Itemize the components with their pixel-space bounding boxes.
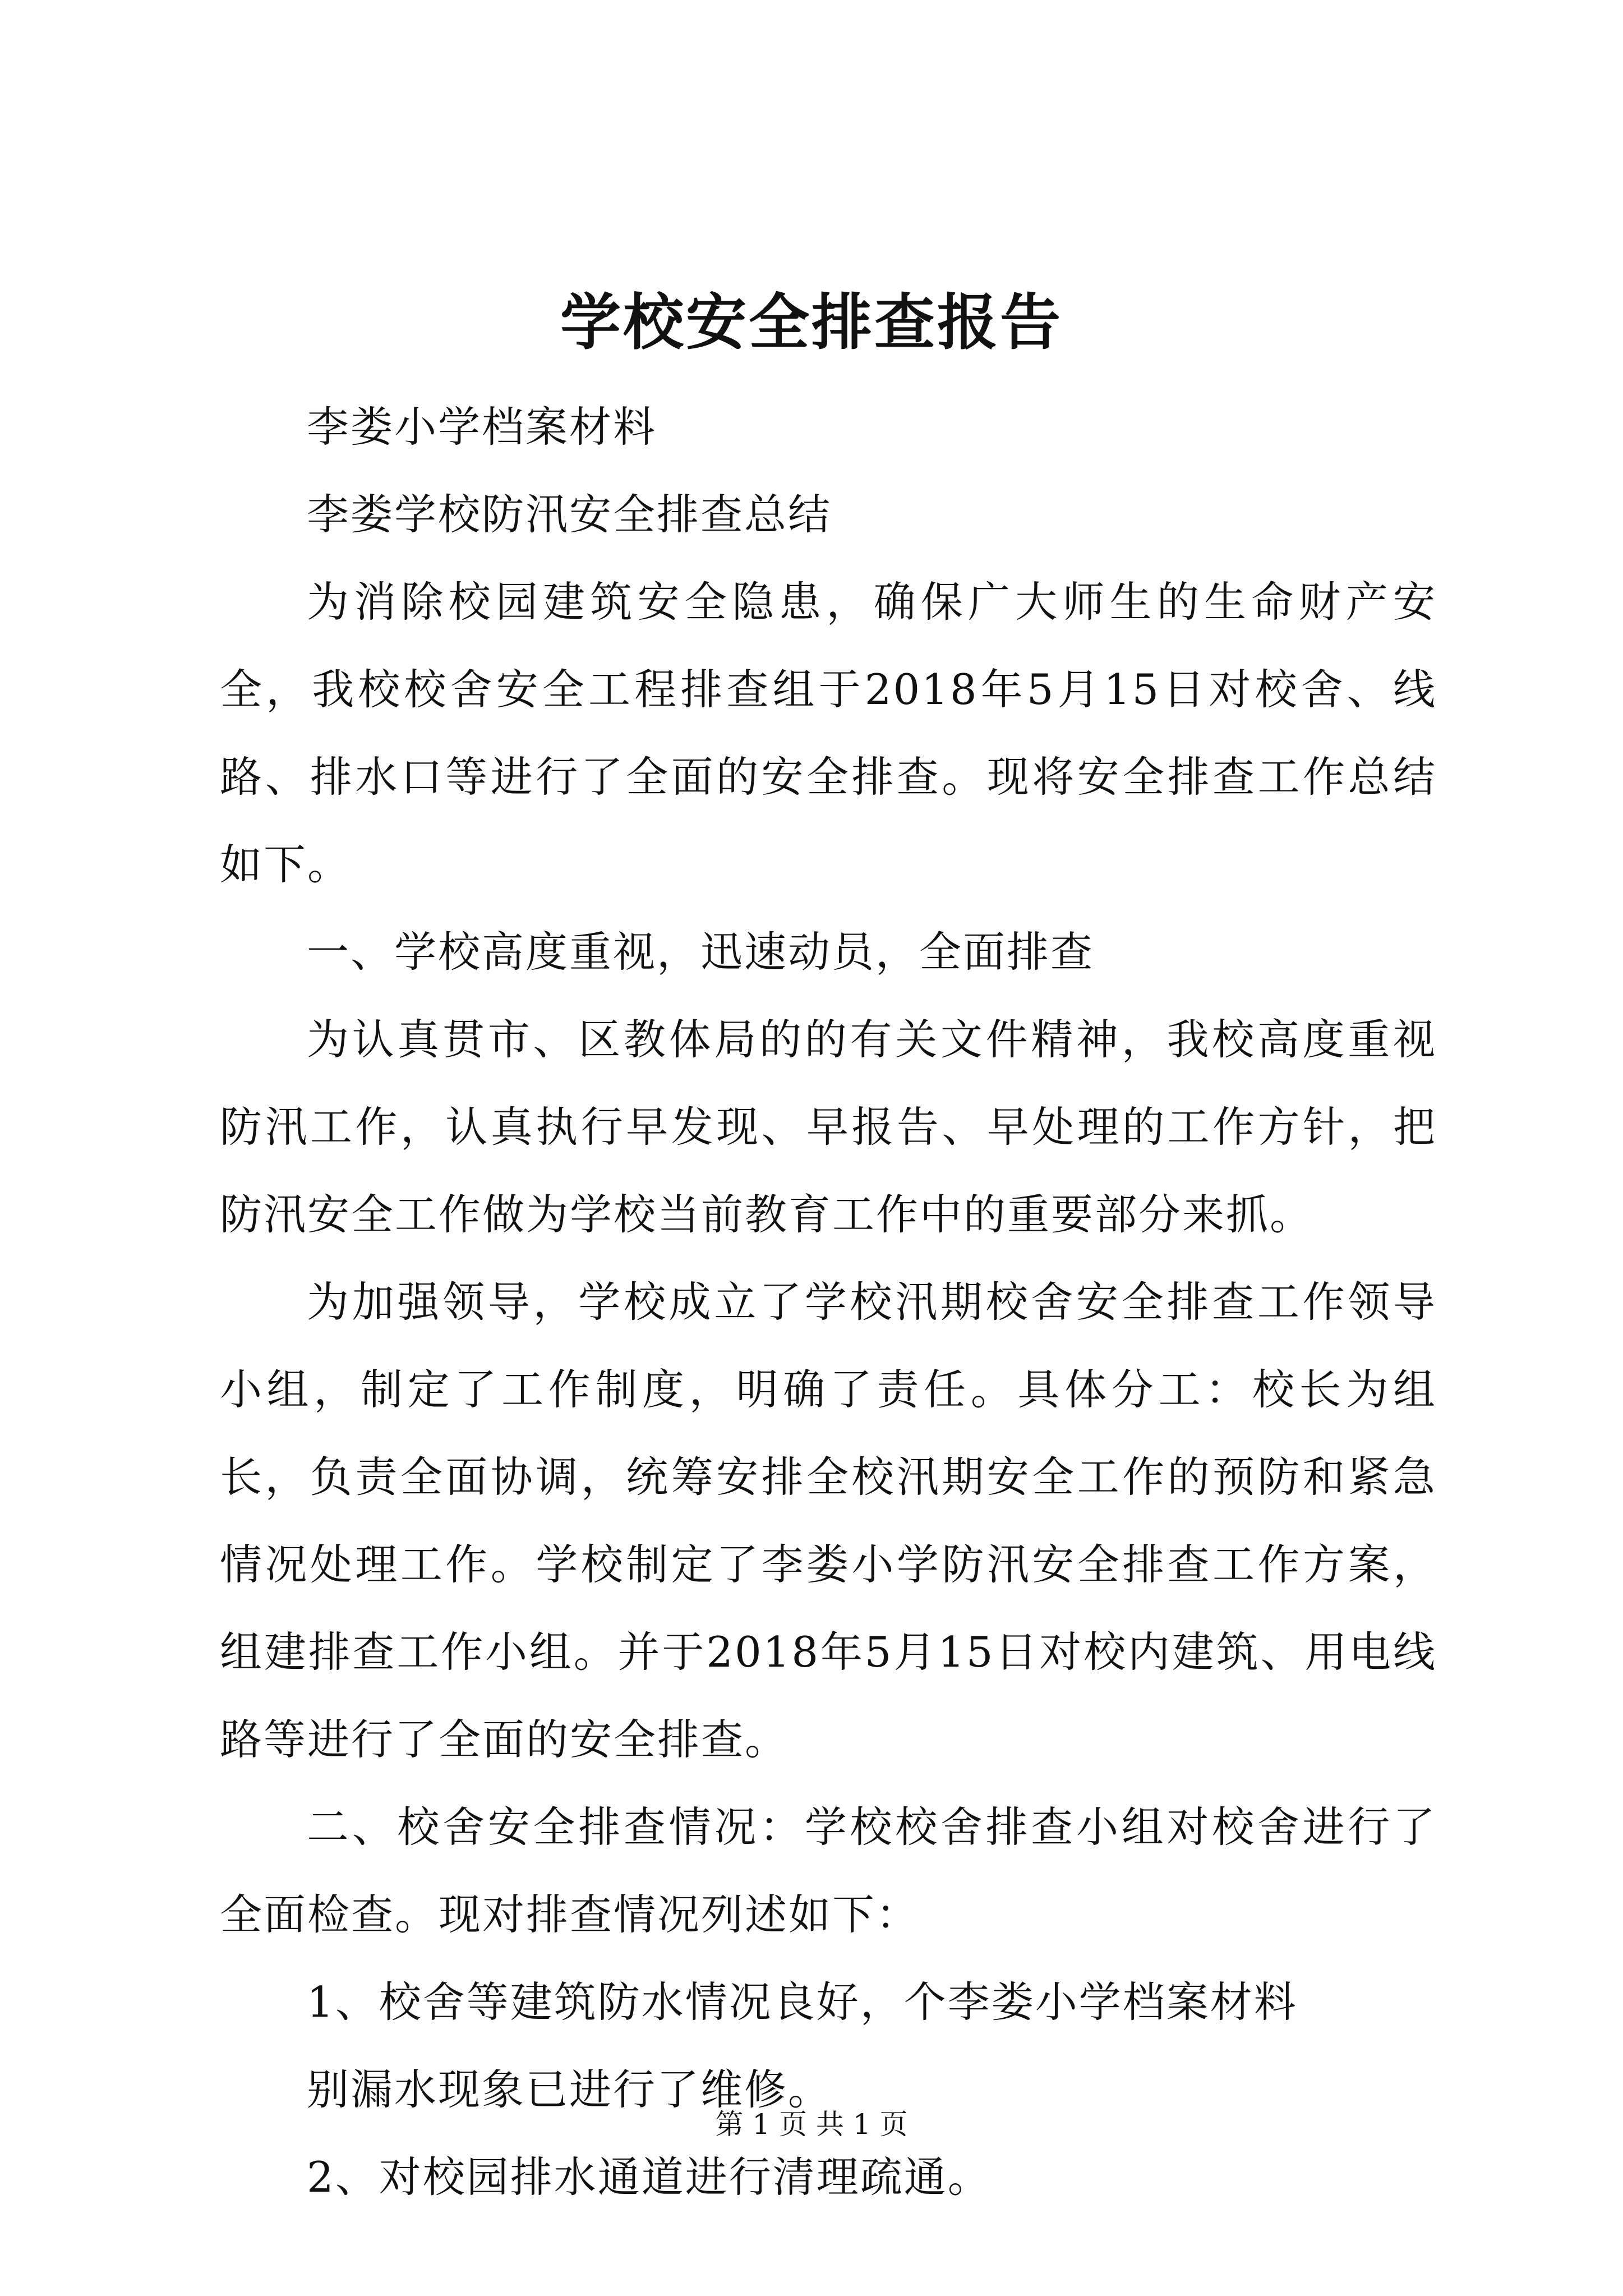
document-title: 学校安全排查报告: [560, 287, 1063, 358]
document-body: [220, 383, 1437, 2221]
section-heading-1: 一、学校高度重视，迅速动员，全面排查: [307, 927, 1095, 977]
paragraph-school-archive: 李娄小学档案材料: [307, 402, 657, 452]
paragraph-section-1-b: 为加强领导，学校成立了学校汛期校舍安全排查工作领导小组，制定了工作制度，明确了责任。具体分工：校长为组长，负责全面协调，统筹安排全校汛期安全工作的预防和紧急情况处理工作。学校制定了李娄小学防汛安全排查工作方案，组建排查工作小组。并于2018年5月15日对校内建筑、用电线路等进行了全面的安全排查。: [220, 1277, 1437, 1764]
paragraph-intro: 为消除校园建筑安全隐患，确保广大师生的生命财产安全，我校校舍安全工程排查组于2018年5月15日对校舍、线路、排水口等进行了全面的安全排查。现将安全排查工作总结如下。: [220, 577, 1437, 889]
list-item-2: 2、对校园排水通道进行清理疏通。: [307, 2152, 992, 2202]
list-item-1-continued: 别漏水现象已进行了维修。: [307, 2065, 832, 2114]
paragraph-section-2: 二、校舍安全排查情况：学校校舍排查小组对校舍进行了全面检查。现对排查情况列述如下：: [220, 1802, 1437, 1939]
paragraph-subtitle: 李娄学校防汛安全排查总结: [307, 490, 832, 539]
paragraph-section-1-a: 为认真贯市、区教体局的的有关文件精神，我校高度重视防汛工作，认真执行早发现、早报告、早处理的工作方针，把防汛安全工作做为学校当前教育工作中的重要部分来抓。: [220, 1015, 1437, 1239]
list-item-1: 1、校舍等建筑防水情况良好，个李娄小学档案材料: [307, 1977, 1298, 2027]
page-number-footer: 第 1 页 共 1 页: [715, 2108, 908, 2141]
